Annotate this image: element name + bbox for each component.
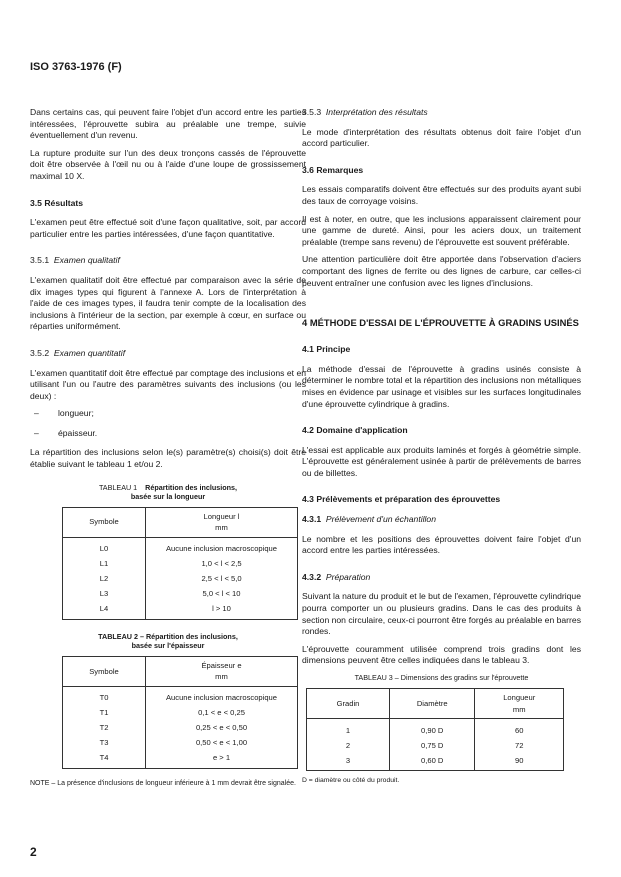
- subsection-heading: 4.3.2 Préparation: [302, 571, 371, 582]
- table-step-dimensions: [306, 688, 564, 771]
- paragraph: L'éprouvette couramment utilisée comprend trois gradins dont les dimensions peuvent être celles indiquées dans le tableau 3.: [302, 643, 581, 666]
- table-row: L2 2,5 < l < 5,0: [63, 571, 298, 586]
- table-row: 1 0,90 D 60: [307, 719, 564, 739]
- paragraph: L'examen qualitatif doit être effectué par comparaison avec la série de dix images types qui figurent à l'annexe A. Lors de l'interprétation à l'aide de ces images types, il faudra tenir compte de la localisation des inclusions à l'intérieur de la section, par exemple à cœur, en surface ou réparties uniformément.: [30, 274, 306, 332]
- table-row: L4 l > 10: [63, 601, 298, 620]
- right-column: [302, 107, 581, 787]
- section-heading: 4.3 Prélèvements et préparation des éprouvettes: [302, 494, 501, 505]
- list-item: – épaisseur.: [34, 427, 98, 438]
- table-caption: TABLEAU 2 – Répartition des inclusions, basée sur l'épaisseur: [98, 631, 238, 650]
- column-header: Symbole: [63, 656, 146, 686]
- chapter-heading: 4 MÉTHODE D'ESSAI DE L'ÉPROUVETTE À GRADINS USINÉS: [302, 317, 579, 329]
- table-row: L1 1,0 < l < 2,5: [63, 556, 298, 571]
- column-header: Diamètre: [390, 689, 475, 719]
- table-row: L0 Aucune inclusion macroscopique: [63, 537, 298, 556]
- table-row: 3 0,60 D 90: [307, 753, 564, 771]
- table-row: L3 5,0 < l < 10: [63, 586, 298, 601]
- table-length-distribution: [62, 507, 298, 620]
- document-header: ISO 3763-1976 (F): [30, 61, 122, 73]
- section-heading: 3.6 Remarques: [302, 164, 364, 175]
- paragraph: Le nombre et les positions des éprouvettes doivent faire l'objet d'un accord entre les parties intéressées.: [302, 533, 581, 556]
- column-header: Gradin: [307, 689, 390, 719]
- column-header: Épaisseur e mm: [146, 656, 298, 686]
- paragraph: La rupture produite sur l'un des deux tronçons cassés de l'éprouvette doit être observée à l'œil nu ou à l'aide d'une loupe de grossissement maximal 10 X.: [30, 147, 306, 181]
- table-footnote: D = diamètre ou côté du produit.: [302, 777, 400, 785]
- subsection-number: 3.5.1: [30, 255, 50, 266]
- subsection-number: 3.5.2: [30, 347, 50, 358]
- table-row: T2 0,25 < e < 0,50: [63, 720, 298, 735]
- paragraph: La répartition des inclusions selon le(s) paramètre(s) choisi(s) doit être établie suivant le tableau 1 et/ou 2.: [30, 447, 306, 470]
- table-row: T4 e > 1: [63, 750, 298, 769]
- paragraph: Il est à noter, en outre, que les inclusions apparaissent clairement pour une gamme de dureté. Ainsi, pour les aciers doux, un traitement préalable (trempe sans revenu) de l'éprouvette est souvent préférable.: [302, 213, 581, 247]
- column-header: Longueur l mm: [146, 507, 298, 537]
- paragraph: L'examen quantitatif doit être effectué par comptage des inclusions et en utilisant l'un ou l'autre des paramètres suivants des inclusions (ou les deux) :: [30, 367, 306, 401]
- section-heading: 3.5 Résultats: [30, 197, 84, 208]
- paragraph: La méthode d'essai de l'éprouvette à gradins usinés consiste à déterminer le nombre total et la répartition des inclusions non métalliques mises en évidence par usinage et visibles sur les surfaces longitudinales d'une éprouvette cylindrique à gradins.: [302, 363, 581, 409]
- column-header: Longueur mm: [475, 689, 564, 719]
- paragraph: Suivant la nature du produit et le but de l'examen, l'éprouvette cylindrique pourra comporter un ou plusieurs gradins. Dans le cas des produits à section non circulaire, ceux-ci pourront être forgés au préalable en barres rondes.: [302, 591, 581, 637]
- subsection-title: Examen qualitatif: [53, 255, 120, 266]
- subsection-heading: [30, 348, 306, 360]
- table-note: NOTE – La présence d'inclusions de longueur inférieure à 1 mm devrait être signalée.: [30, 780, 296, 788]
- paragraph: L'essai est applicable aux produits laminés et forgés à géométrie simple. L'éprouvette est généralement usinée à partir de prélèvements de barres ou de billettes.: [302, 444, 581, 478]
- column-header: Symbole: [63, 507, 146, 537]
- paragraph: Une attention particulière doit être apportée dans l'observation d'aciers comportant des lignes de ferrite ou des lignes de carbure, car celles-ci peuvent entraîner une confusion avec les lignes d'inclusions.: [302, 254, 581, 288]
- table-thickness-distribution: [62, 656, 298, 769]
- section-heading: 4.1 Principe: [302, 344, 351, 355]
- parameter-list: [30, 408, 306, 439]
- paragraph: Dans certains cas, qui peuvent faire l'objet d'un accord entre les parties intéressées, l'éprouvette subira au préalable une trempe, suivie éventuellement d'un revenu.: [30, 107, 306, 141]
- section-heading: 4.2 Domaine d'application: [302, 425, 408, 436]
- list-item: – longueur;: [34, 408, 94, 419]
- paragraph: Les essais comparatifs doivent être effectués sur des produits ayant subi des taux de corroyage voisins.: [302, 184, 581, 206]
- table-row: 2 0,75 D 72: [307, 738, 564, 753]
- left-column: [30, 107, 306, 788]
- paragraph: L'examen peut être effectué soit d'une façon qualitative, soit, par accord particulier entre les parties intéressées, d'une façon quantitative.: [30, 217, 306, 239]
- subsection-heading: 3.5.3 Interprétation des résultats: [302, 107, 428, 117]
- table-caption: TABLEAU 3 – Dimensions des gradins sur l'éprouvette: [354, 673, 529, 682]
- paragraph: Le mode d'interprétation des résultats obtenus doit faire l'objet d'un accord particulier.: [302, 126, 581, 149]
- table-row: T1 0,1 < e < 0,25: [63, 705, 298, 720]
- table-row: T0 Aucune inclusion macroscopique: [63, 687, 298, 706]
- subsection-title: Examen quantitatif: [53, 347, 126, 358]
- subsection-heading: 4.3.1 Prélèvement d'un échantillon: [302, 514, 436, 525]
- subsection-heading: [30, 255, 306, 267]
- table-caption: TABLEAU 1 Répartition des inclusions, basée sur la longueur: [98, 482, 238, 501]
- page-number: 2: [30, 845, 37, 859]
- table-row: T3 0,50 < e < 1,00: [63, 735, 298, 750]
